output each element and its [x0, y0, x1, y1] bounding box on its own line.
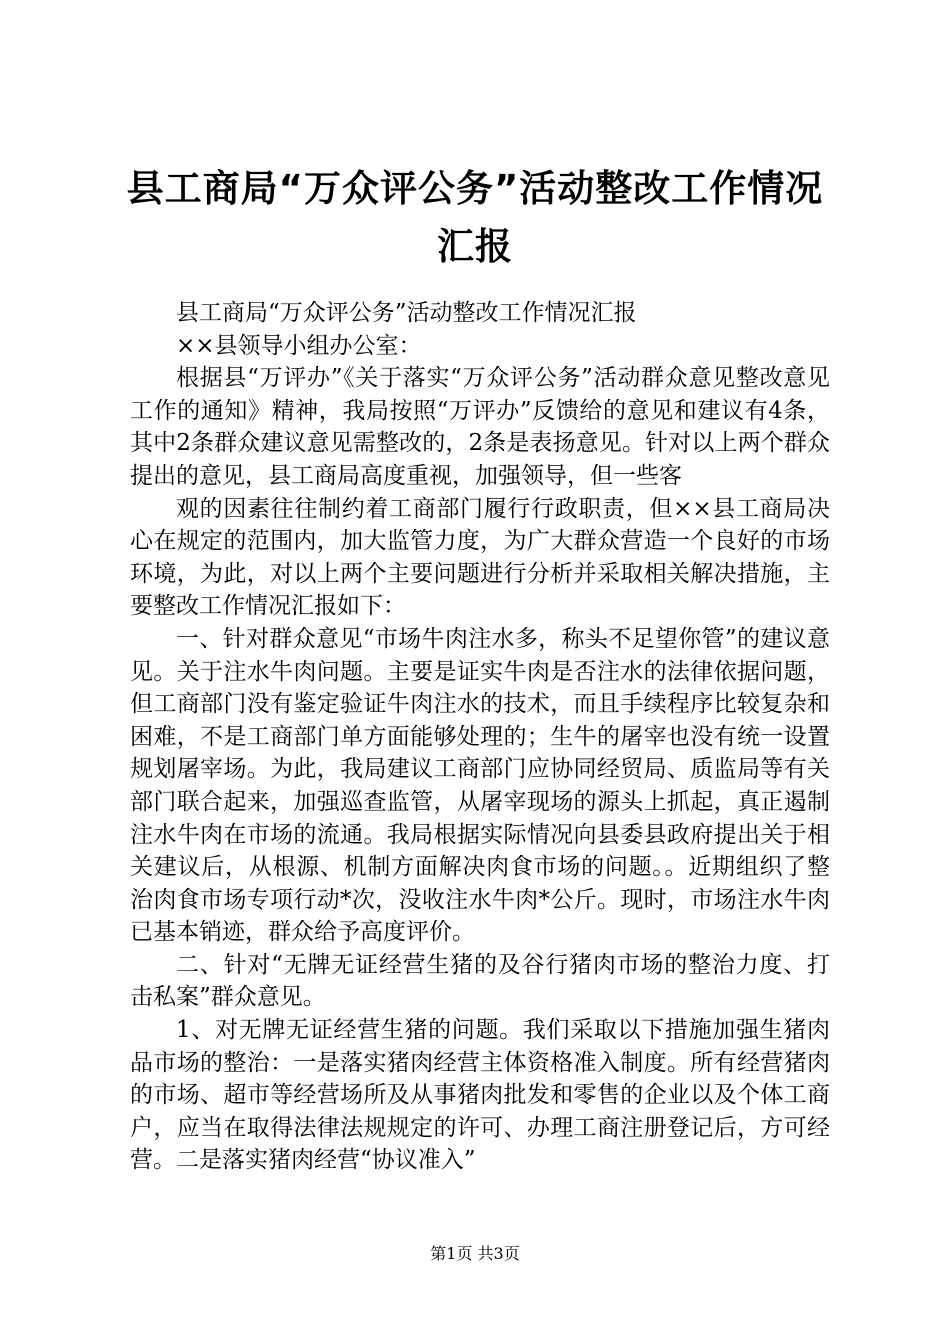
paragraph-section-1: 一、针对群众意见“市场牛肉注水多，称头不足望你管”的建议意见。关于注水牛肉问题。主要是证实牛肉是否注水的法律依据问题，但工商部门没有鉴定验证牛肉注水的技术，而且手续程序比较复杂和困难，不是工商部门单方面能够处理的；生牛的屠宰也没有统一设置规划屠宰场。为此，我局建议工商部门应协同经贸局、质监局等有关部门联合起来，加强巡查监管，从屠宰现场的源头上抓起，真正遏制注水牛肉在市场的流通。我局根据实际情况向县委县政府提出关于相关建议后，从根源、机制方面解决肉食市场的问题。。近期组织了整治肉食市场专项行动*次，没收注水牛肉*公斤。现时，市场注水牛肉已基本销迹，群众给予高度评价。: [130, 625, 830, 946]
paragraph-item-1: 1、对无牌无证经营生猪的问题。我们采取以下措施加强生猪肉品市场的整治：一是落实猪肉经营主体资格准入制度。所有经营猪肉的市场、超市等经营场所及从事猪肉批发和零售的企业以及个体工商户，应当在取得法律法规规定的许可、办理工商注册登记后，方可经营。二是落实猪肉经营“协议准入”: [130, 1017, 830, 1174]
salutation: ××县领导小组办公室：: [176, 332, 422, 359]
paragraph-context: 观的因素往往制约着工商部门履行行政职责，但××县工商局决心在规定的范围内，加大监管力度，为广大群众营造一个良好的市场环境，为此，对以上两个主要问题进行分析并采取相关解决措施，主要整改工作情况汇报如下：: [130, 495, 830, 620]
paragraph-intro: 根据县“万评办”《关于落实“万众评公务”活动群众意见整改意见工作的通知》精神，我局按照“万评办”反馈给的意见和建议有4条，其中2条群众建议意见需整改的，2条是表扬意见。针对以上两个群众提出的意见，县工商局高度重视，加强领导，但一些客: [130, 365, 830, 489]
document-body: [130, 297, 830, 1177]
paragraph-section-2: 二、针对“无牌无证经营生猪的及谷行猪肉市场的整治力度、打击私案”群众意见。: [130, 951, 830, 1011]
page-number-footer: 第1页 共3页: [430, 1244, 520, 1263]
body-heading-line: 县工商局“万众评公务”活动整改工作情况汇报: [176, 300, 637, 326]
document-title: 县工商局“万众评公务”活动整改工作情况汇报: [126, 167, 824, 268]
